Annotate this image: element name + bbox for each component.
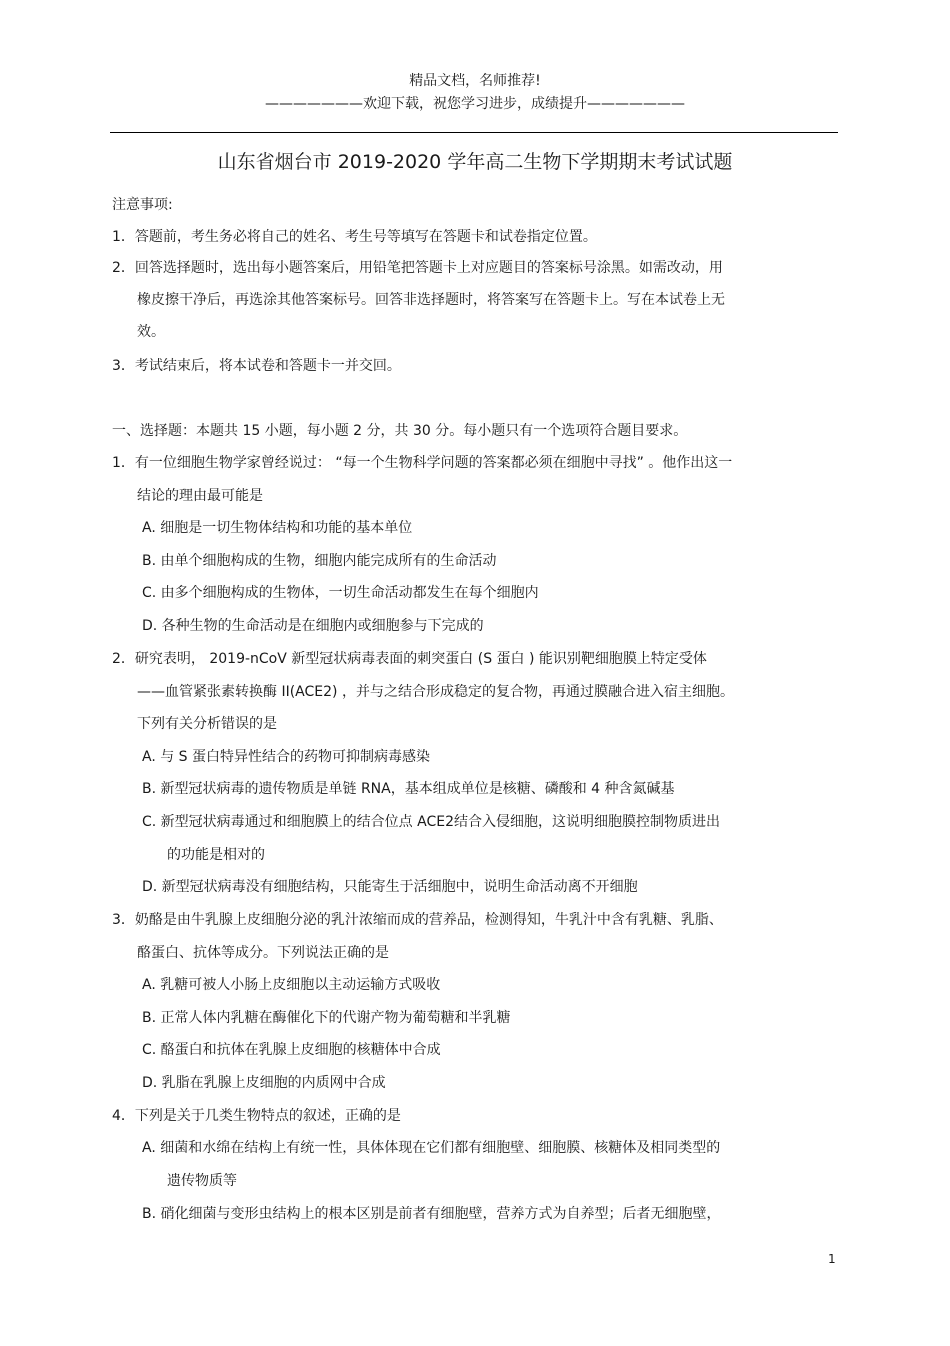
q4-option-a-line-1: A. 细菌和水绵在结构上有统一性，具体体现在它们都有细胞壁、细胞膜、核糖体及相同类型的: [142, 1140, 721, 1156]
q1-option-b: B. 由单个细胞构成的生物，细胞内能完成所有的生命活动: [142, 553, 497, 569]
q2-option-c-line-2: 的功能是相对的: [167, 847, 265, 863]
q3-stem-line-2: 酪蛋白、抗体等成分。下列说法正确的是: [137, 945, 389, 961]
header-line-1: 精品文档，名师推荐!: [409, 73, 541, 89]
q4-option-a-line-2: 遗传物质等: [167, 1173, 237, 1189]
note-1: 1．答题前，考生务必将自己的姓名、考生号等填写在答题卡和试卷指定位置。: [112, 229, 597, 245]
q3-stem-line-1: 3．奶酪是由牛乳腺上皮细胞分泌的乳汁浓缩而成的营养品，检测得知，牛乳汁中含有乳糖、乳脂、: [112, 912, 723, 928]
q1-option-c: C. 由多个细胞构成的生物体，一切生命活动都发生在每个细胞内: [142, 585, 539, 601]
q2-option-b: B. 新型冠状病毒的遗传物质是单链 RNA，基本组成单位是核糖、磷酸和 4 种含氮碱基: [142, 781, 675, 797]
section-heading: 一、选择题：本题共 15 小题，每小题 2 分，共 30 分。每小题只有一个选项符合题目要求。: [112, 423, 688, 439]
q3-option-b: B. 正常人体内乳糖在酶催化下的代谢产物为葡萄糖和半乳糖: [142, 1010, 511, 1026]
note-2-line-2: 橡皮擦干净后，再选涂其他答案标号。回答非选择题时，将答案写在答题卡上。写在本试卷上无: [137, 292, 725, 308]
q1-option-d: D. 各种生物的生命活动是在细胞内或细胞参与下完成的: [142, 618, 484, 634]
q4-stem: 4．下列是关于几类生物特点的叙述，正确的是: [112, 1108, 401, 1124]
q2-option-a: A. 与 S 蛋白特异性结合的药物可抑制病毒感染: [142, 749, 431, 765]
q2-stem-line-1: 2．研究表明， 2019-nCoV 新型冠状病毒表面的刺突蛋白 (S 蛋白 ) 能识别靶细胞膜上特定受体: [112, 651, 707, 667]
header-divider: [110, 132, 838, 133]
q2-option-d: D. 新型冠状病毒没有细胞结构，只能寄生于活细胞中，说明生命活动离不开细胞: [142, 879, 638, 895]
q2-option-c-line-1: C. 新型冠状病毒通过和细胞膜上的结合位点 ACE2结合入侵细胞，这说明细胞膜控制物质进出: [142, 814, 720, 830]
note-3: 3．考试结束后，将本试卷和答题卡一并交回。: [112, 358, 401, 374]
page-title: 山东省烟台市 2019-2020 学年高二生物下学期期末考试试题: [217, 151, 733, 173]
note-2-line-1: 2．回答选择题时，选出每小题答案后，用铅笔把答题卡上对应题目的答案标号涂黑。如需改动，用: [112, 260, 723, 276]
header-line-2: ———————欢迎下载，祝您学习进步，成绩提升———————: [265, 96, 685, 112]
q1-stem-line-1: 1．有一位细胞生物学家曾经说过： “每一个生物科学问题的答案都必须在细胞中寻找” 。他作出这一: [112, 455, 733, 471]
page-number: 1: [828, 1252, 836, 1266]
q1-stem-line-2: 结论的理由最可能是: [137, 488, 263, 504]
q3-option-c: C. 酪蛋白和抗体在乳腺上皮细胞的核糖体中合成: [142, 1042, 441, 1058]
q4-option-b: B. 硝化细菌与变形虫结构上的根本区别是前者有细胞壁，营养方式为自养型；后者无细胞壁，: [142, 1206, 721, 1222]
notes-heading: 注意事项:: [112, 197, 173, 213]
q3-option-a: A. 乳糖可被人小肠上皮细胞以主动运输方式吸收: [142, 977, 441, 993]
q1-option-a: A. 细胞是一切生物体结构和功能的基本单位: [142, 520, 413, 536]
q3-option-d: D. 乳脂在乳腺上皮细胞的内质网中合成: [142, 1075, 386, 1091]
note-2-line-3: 效。: [137, 324, 165, 340]
q2-stem-line-2: ——血管紧张素转换酶 II(ACE2) ，并与之结合形成稳定的复合物，再通过膜融合进入宿主细胞。: [137, 684, 734, 700]
q2-stem-line-3: 下列有关分析错误的是: [137, 716, 277, 732]
